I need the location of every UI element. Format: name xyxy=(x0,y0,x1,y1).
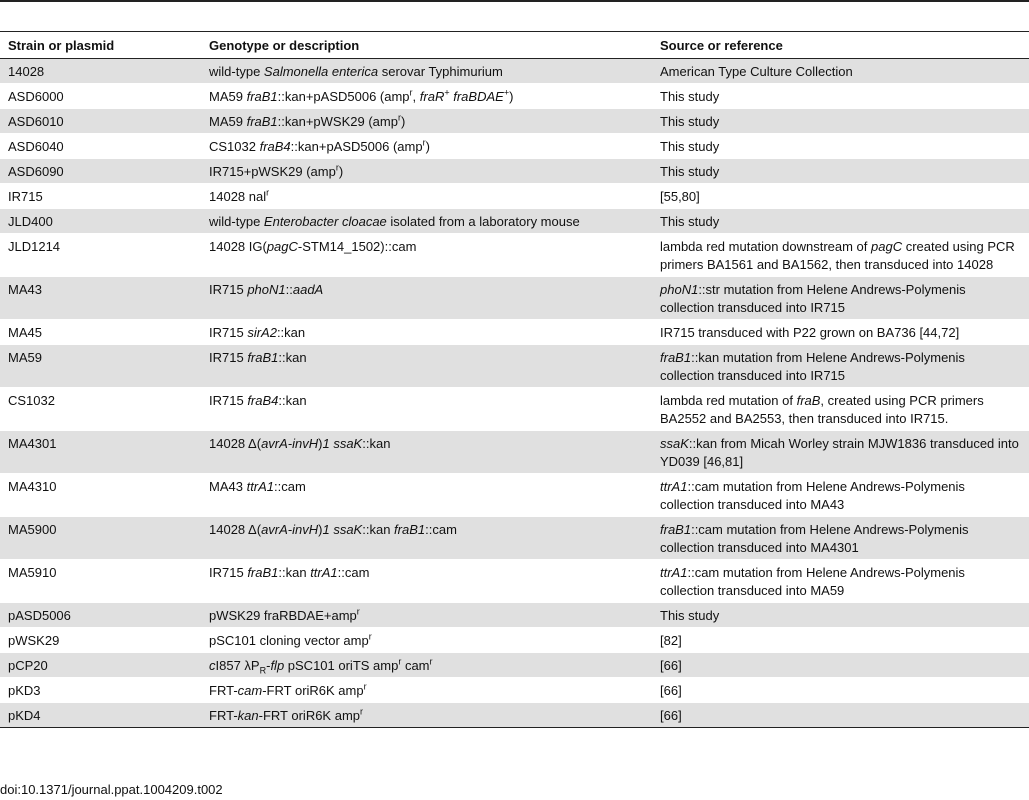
source-cell: This study xyxy=(652,159,1029,184)
genotype-cell: IR715 fraB1::kan ttrA1::cam xyxy=(201,560,652,603)
strain-cell: MA4301 xyxy=(0,431,201,474)
source-cell: fraB1::cam mutation from Helene Andrews-Polymenis collection transduced into MA4301 xyxy=(652,517,1029,560)
genotype-cell: wild-type Salmonella enterica serovar Typhimurium xyxy=(201,59,652,84)
strain-cell: 14028 xyxy=(0,59,201,84)
table-top-rule xyxy=(0,0,1029,2)
strain-cell: pKD4 xyxy=(0,703,201,728)
source-cell: This study xyxy=(652,134,1029,159)
table-row xyxy=(0,703,1029,728)
table-body xyxy=(0,59,1029,728)
genotype-cell: 14028 nal$^r$ xyxy=(201,184,652,209)
header-row xyxy=(0,32,1029,59)
genotype-cell: FRT-kan-FRT oriR6K amp$^r$ xyxy=(201,703,652,728)
genotype-cell: CS1032 fraB4::kan+pASD5006 (amp$^r$) xyxy=(201,134,652,159)
source-cell: ttrA1::cam mutation from Helene Andrews-Polymenis collection transduced into MA43 xyxy=(652,474,1029,517)
table-row xyxy=(0,678,1029,703)
source-cell: lambda red mutation of fraB, created using PCR primers BA2552 and BA2553, then transduced into IR715. xyxy=(652,388,1029,431)
genotype-cell: pWSK29 fraRBDAE+amp$^r$ xyxy=(201,603,652,628)
header-source: Source or reference xyxy=(652,32,1029,59)
genotype-cell: MA59 fraB1::kan+pASD5006 (amp$^r$, fraR+ fraBDAE+) xyxy=(201,84,652,109)
strain-cell: pASD5006 xyxy=(0,603,201,628)
table-row xyxy=(0,59,1029,84)
table-row xyxy=(0,517,1029,560)
source-cell: phoN1::str mutation from Helene Andrews-Polymenis collection transduced into IR715 xyxy=(652,277,1029,320)
genotype-cell: 14028 Δ(avrA-invH)1 ssaK::kan xyxy=(201,431,652,474)
table-row xyxy=(0,134,1029,159)
strains-table xyxy=(0,32,1029,728)
source-cell: American Type Culture Collection xyxy=(652,59,1029,84)
genotype-cell: MA43 ttrA1::cam xyxy=(201,474,652,517)
source-cell: ssaK::kan from Micah Worley strain MJW1836 transduced into YD039 [46,81] xyxy=(652,431,1029,474)
source-cell: lambda red mutation downstream of pagC created using PCR primers BA1561 and BA1562, then transduced into 14028 xyxy=(652,234,1029,277)
header-strain: Strain or plasmid xyxy=(0,32,201,59)
strain-cell: JLD400 xyxy=(0,209,201,234)
strain-cell: ASD6010 xyxy=(0,109,201,134)
table-row xyxy=(0,603,1029,628)
source-cell: [66] xyxy=(652,653,1029,678)
table-row xyxy=(0,84,1029,109)
table-row xyxy=(0,431,1029,474)
strain-cell: pWSK29 xyxy=(0,628,201,653)
strain-cell: MA43 xyxy=(0,277,201,320)
table-row xyxy=(0,277,1029,320)
doi-caption: doi:10.1371/journal.ppat.1004209.t002 xyxy=(0,782,223,797)
strain-cell: JLD1214 xyxy=(0,234,201,277)
strain-cell: ASD6090 xyxy=(0,159,201,184)
source-cell: [66] xyxy=(652,703,1029,728)
source-cell: This study xyxy=(652,603,1029,628)
genotype-cell: pSC101 cloning vector amp$^r$ xyxy=(201,628,652,653)
genotype-cell: IR715 phoN1::aadA xyxy=(201,277,652,320)
header-genotype: Genotype or description xyxy=(201,32,652,59)
strain-cell: pKD3 xyxy=(0,678,201,703)
table-row xyxy=(0,209,1029,234)
genotype-cell: IR715+pWSK29 (amp$^r$) xyxy=(201,159,652,184)
source-cell: fraB1::kan mutation from Helene Andrews-Polymenis collection transduced into IR715 xyxy=(652,345,1029,388)
source-cell: This study xyxy=(652,209,1029,234)
strain-cell: MA4310 xyxy=(0,474,201,517)
table-row xyxy=(0,474,1029,517)
table-row xyxy=(0,345,1029,388)
strain-cell: MA5900 xyxy=(0,517,201,560)
strain-cell: ASD6040 xyxy=(0,134,201,159)
source-cell: IR715 transduced with P22 grown on BA736 [44,72] xyxy=(652,320,1029,345)
table-row xyxy=(0,628,1029,653)
source-cell: [55,80] xyxy=(652,184,1029,209)
genotype-cell: wild-type Enterobacter cloacae isolated from a laboratory mouse xyxy=(201,209,652,234)
source-cell: [66] xyxy=(652,678,1029,703)
source-cell: ttrA1::cam mutation from Helene Andrews-Polymenis collection transduced into MA59 xyxy=(652,560,1029,603)
table-header xyxy=(0,32,1029,59)
genotype-cell: MA59 fraB1::kan+pWSK29 (amp$^r$) xyxy=(201,109,652,134)
table-row xyxy=(0,159,1029,184)
table-row xyxy=(0,109,1029,134)
table-row xyxy=(0,320,1029,345)
strain-cell: MA45 xyxy=(0,320,201,345)
source-cell: This study xyxy=(652,109,1029,134)
genotype-cell: 14028 IG(pagC-STM14_1502)::cam xyxy=(201,234,652,277)
strain-cell: ASD6000 xyxy=(0,84,201,109)
genotype-cell: IR715 fraB4::kan xyxy=(201,388,652,431)
source-cell: This study xyxy=(652,84,1029,109)
genotype-cell: IR715 fraB1::kan xyxy=(201,345,652,388)
strain-cell: MA5910 xyxy=(0,560,201,603)
strain-cell: MA59 xyxy=(0,345,201,388)
strain-cell: IR715 xyxy=(0,184,201,209)
strain-cell: CS1032 xyxy=(0,388,201,431)
table-row xyxy=(0,388,1029,431)
genotype-cell: FRT-cam-FRT oriR6K amp$^r$ xyxy=(201,678,652,703)
table-row xyxy=(0,234,1029,277)
source-cell: [82] xyxy=(652,628,1029,653)
strain-cell: pCP20 xyxy=(0,653,201,678)
table-row xyxy=(0,560,1029,603)
genotype-cell: cI857 $\lambda P_R$-flp pSC101 oriTS amp$^r$ cam$^r$ xyxy=(201,653,652,678)
genotype-cell: 14028 Δ(avrA-invH)1 ssaK::kan fraB1::cam xyxy=(201,517,652,560)
genotype-cell: IR715 sirA2::kan xyxy=(201,320,652,345)
table-row xyxy=(0,184,1029,209)
table-row xyxy=(0,653,1029,678)
